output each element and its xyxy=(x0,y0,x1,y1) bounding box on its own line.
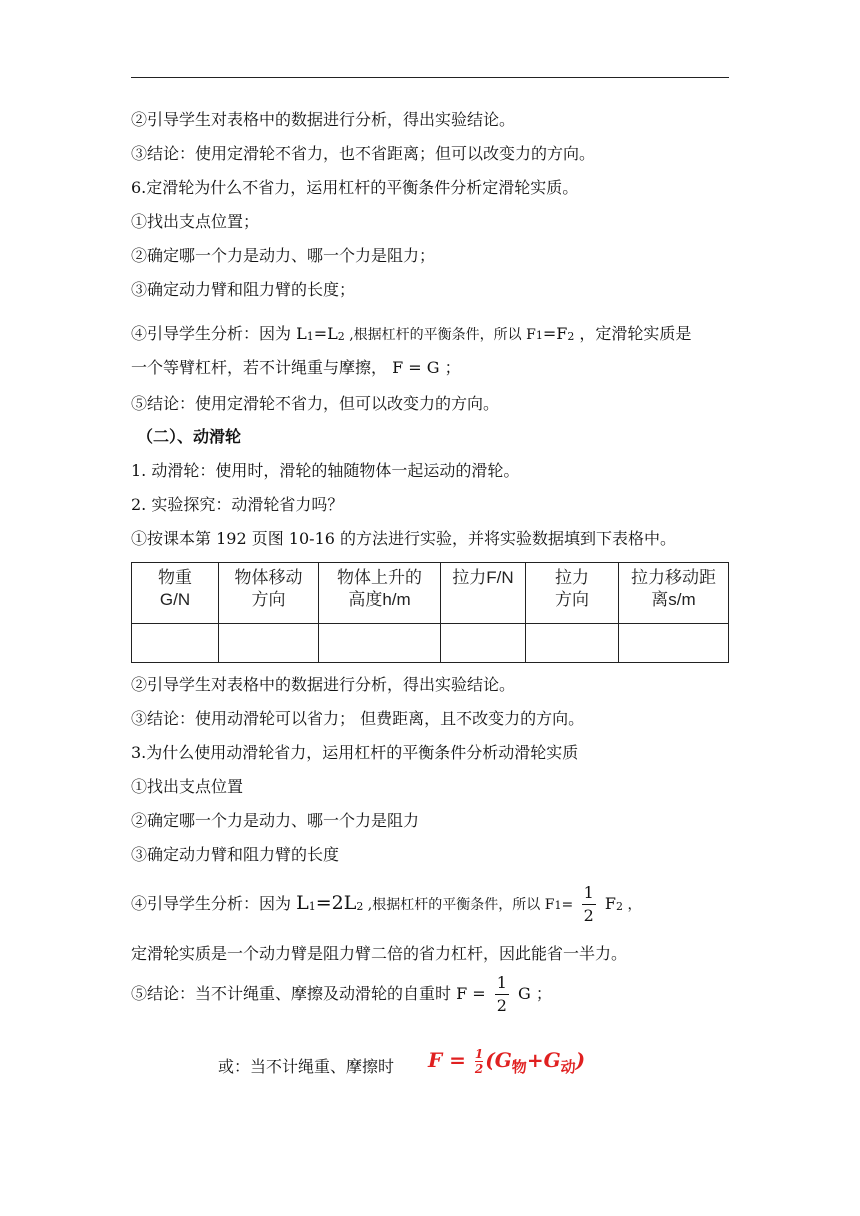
table-cell xyxy=(132,624,219,663)
table-cell xyxy=(619,624,729,663)
text-line: ⑤结论：使用定滑轮不省力，但可以改变力的方向。 xyxy=(131,394,500,413)
text-line: 一个等臂杠杆，若不计绳重与摩擦， F = G ； xyxy=(131,358,461,377)
table-cell xyxy=(319,624,441,663)
table-header-cell: 拉力 方向 xyxy=(526,563,619,624)
text-line: ③确定动力臂和阻力臂的长度； xyxy=(131,280,356,299)
table-header-row xyxy=(132,563,729,624)
text-line: ②引导学生对表格中的数据进行分析，得出实验结论。 xyxy=(131,110,516,129)
table-cell xyxy=(219,624,319,663)
text-line: ③结论：使用动滑轮可以省力； 但费距离，且不改变力的方向。 xyxy=(131,709,585,728)
table-header-cell: 物体移动 方向 xyxy=(219,563,319,624)
text-line: 或：当不计绳重、摩擦时 xyxy=(218,1057,395,1076)
table-header-cell: 拉力移动距 离s/m xyxy=(619,563,729,624)
conclusion-line: ⑤结论：当不计绳重、摩擦及动滑轮的自重时 F = $\frac{1}{2}$ G ； xyxy=(131,973,552,1015)
pulley-force-formula: F = $\frac{1}{2}$ $(G_物+G_动)$ xyxy=(428,1047,586,1076)
formula-fraction: $\frac{1}{2}$ xyxy=(474,1047,484,1076)
table-cell xyxy=(526,624,619,663)
analysis-line-movable-pulley: ④引导学生分析：因为 $L_1=2L_2$ ,根据杠杆的平衡条件，所以 F1= $\frac{1}{2}$ $F_2$ ， xyxy=(131,883,642,925)
analysis-line-fixed-pulley: ④引导学生分析：因为 $L_1=L_2$ ,根据杠杆的平衡条件，所以 $F1=F_2$ ，定滑轮实质是 xyxy=(131,324,692,343)
text-line: ①找出支点位置； xyxy=(131,212,260,231)
text-line: ①按课本第 192 页图 10-16 的方法进行实验，并将实验数据填到下表格中。 xyxy=(131,529,677,548)
table-row xyxy=(132,624,729,663)
experiment-table xyxy=(131,562,729,663)
table-header-cell: 物重 G/N xyxy=(132,563,219,624)
text-line: ③结论：使用定滑轮不省力，也不省距离；但可以改变力的方向。 xyxy=(131,144,596,163)
text-line: ①找出支点位置 xyxy=(131,777,244,796)
header-rule xyxy=(131,77,729,78)
fraction-one-half: $\frac{1}{2}$ xyxy=(496,973,507,1015)
text-line: ②引导学生对表格中的数据进行分析，得出实验结论。 xyxy=(131,675,516,694)
text-line: 3.为什么使用动滑轮省力，运用杠杆的平衡条件分析动滑轮实质 xyxy=(131,743,579,762)
text-line: 2. 实验探究：动滑轮省力吗？ xyxy=(131,495,344,514)
table-header-cell: 拉力F/N xyxy=(441,563,526,624)
text-line: ②确定哪一个力是动力、哪一个力是阻力； xyxy=(131,246,436,265)
text-line: ③确定动力臂和阻力臂的长度 xyxy=(131,845,340,864)
section-heading: （二）、动滑轮 xyxy=(137,427,242,446)
text-line: ②确定哪一个力是动力、哪一个力是阻力 xyxy=(131,811,420,830)
table-header-cell: 物体上升的 高度h/m xyxy=(319,563,441,624)
text-line: 定滑轮实质是一个动力臂是阻力臂二倍的省力杠杆，因此能省一半力。 xyxy=(131,944,628,963)
table-cell xyxy=(441,624,526,663)
fraction-one-half: $\frac{1}{2}$ xyxy=(583,883,594,925)
text-line: 1. 动滑轮：使用时，滑轮的轴随物体一起运动的滑轮。 xyxy=(131,461,520,480)
text-line: 6.定滑轮为什么不省力，运用杠杆的平衡条件分析定滑轮实质。 xyxy=(131,178,579,197)
